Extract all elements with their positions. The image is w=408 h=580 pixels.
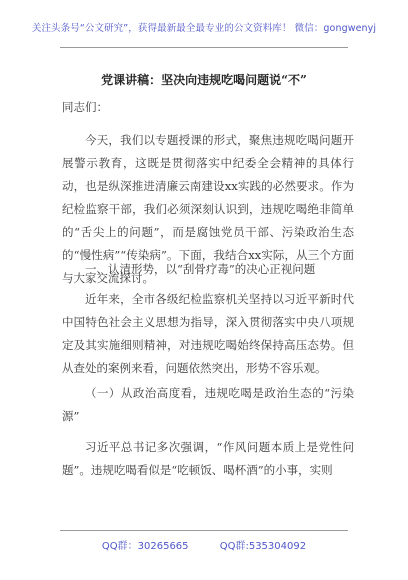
header-divider xyxy=(60,47,348,48)
section-heading-1: 一、认清形势，以“刮骨疗毒”的决心正视问题 xyxy=(85,262,316,276)
footer-qq-group-1: QQ群：30265665 xyxy=(101,541,189,552)
subsection-heading-1: （一）从政治高度看，违规吃喝是政治生态的“污染源” xyxy=(62,386,354,423)
paragraph-situation: 近年来，全市各级纪检监察机关坚持以习近平新时代中国特色社会主义思想为指导，深入贯彻落实中央八项规定及其实施细则精神，对违规吃喝始终保持高压态势。但从查处的案例来看，问题依然突出，形势不容乐观。 xyxy=(62,292,354,375)
footer-divider xyxy=(60,530,348,531)
document-title: 党课讲稿：坚决向违规吃喝问题说“不” xyxy=(101,73,307,87)
paragraph-political: 习近平总书记多次强调，“作风问题本质上是党性问题”。违规吃喝看似是“吃顿饭、喝杯酒”的小事，实则 xyxy=(62,440,354,477)
salutation: 同志们： xyxy=(62,100,108,114)
paragraph-intro: 今天，我们以专题授课的形式，聚焦违规吃喝问题开展警示教育，这既是贯彻落实中纪委全会精神的具体行动，也是纵深推进清廉云南建设xx实践的必然要求。作为纪检监察干部，我们必须深刻认识到，违规吃喝绝非简单的“舌尖上的问题”，而是腐蚀党员干部、污染政治生态的“慢性病”“传染病”。下面，我结合xx实际，从三个方面与大家交流探讨。 xyxy=(62,133,354,285)
footer-qq-group-2: QQ群:535304092 xyxy=(219,541,307,552)
page-header: 关注头条号“公文研究”，获得最新最全最专业的公文资料库！ 微信：gongwenyj xyxy=(31,23,377,34)
page-footer xyxy=(0,537,408,552)
